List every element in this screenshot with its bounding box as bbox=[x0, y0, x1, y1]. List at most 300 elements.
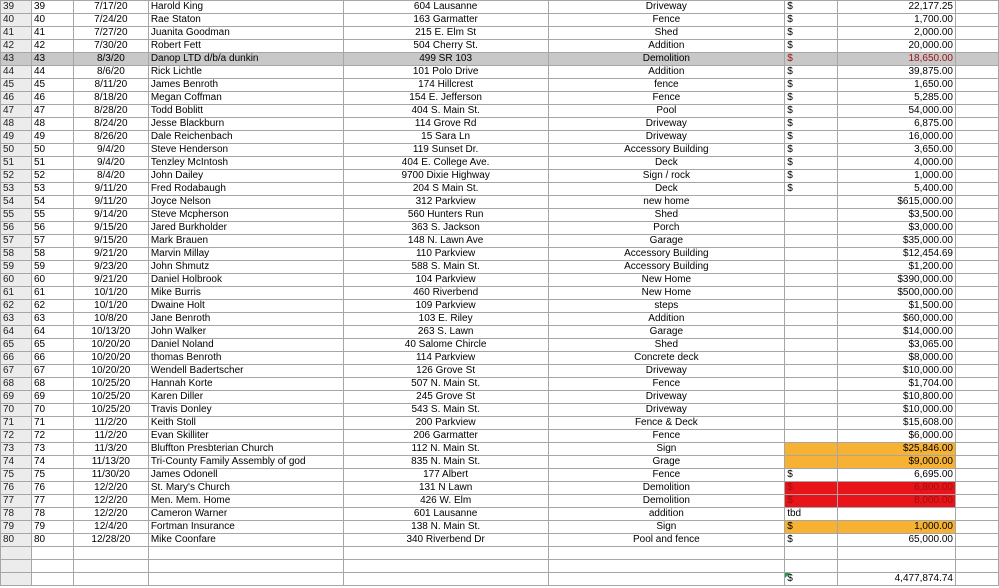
cell-project-type[interactable]: Fence bbox=[548, 430, 785, 443]
cell-date[interactable]: 10/1/20 bbox=[73, 287, 148, 300]
cell-project-type[interactable]: Pool and fence bbox=[548, 534, 785, 547]
empty-cell[interactable] bbox=[956, 521, 999, 534]
cell-address[interactable]: 112 N. Main St. bbox=[343, 443, 548, 456]
row-header[interactable]: 67 bbox=[1, 365, 32, 378]
empty-cell[interactable] bbox=[785, 547, 838, 560]
cell-name[interactable]: Travis Donley bbox=[148, 404, 343, 417]
cell-address[interactable]: 131 N Lawn bbox=[343, 482, 548, 495]
empty-row[interactable] bbox=[1, 547, 999, 560]
cell-id[interactable]: 76 bbox=[31, 482, 73, 495]
cell-currency[interactable]: $ bbox=[785, 482, 838, 495]
cell-project-type[interactable]: Accessory Building bbox=[548, 144, 785, 157]
cell-name[interactable]: Wendell Badertscher bbox=[148, 365, 343, 378]
empty-cell[interactable] bbox=[956, 157, 999, 170]
cell-name[interactable]: Marvin Millay bbox=[148, 248, 343, 261]
cell-currency[interactable]: $ bbox=[785, 66, 838, 79]
total-row[interactable] bbox=[1, 573, 999, 586]
cell-date[interactable]: 10/20/20 bbox=[73, 365, 148, 378]
cell-address[interactable]: 9700 Dixie Highway bbox=[343, 170, 548, 183]
cell-id[interactable]: 48 bbox=[31, 118, 73, 131]
cell-name[interactable]: Dwaine Holt bbox=[148, 300, 343, 313]
cell-name[interactable]: Tri-County Family Assembly of god bbox=[148, 456, 343, 469]
table-row[interactable] bbox=[1, 391, 999, 404]
cell-amount[interactable]: $35,000.00 bbox=[838, 235, 956, 248]
empty-cell[interactable] bbox=[31, 547, 73, 560]
table-row[interactable] bbox=[1, 326, 999, 339]
table-row[interactable] bbox=[1, 365, 999, 378]
cell-currency[interactable]: $ bbox=[785, 469, 838, 482]
cell-amount[interactable]: 1,000.00 bbox=[838, 170, 956, 183]
cell-address[interactable]: 206 Garmatter bbox=[343, 430, 548, 443]
cell-amount[interactable]: $1,200.00 bbox=[838, 261, 956, 274]
cell-currency[interactable] bbox=[785, 365, 838, 378]
cell-project-type[interactable]: Driveway bbox=[548, 131, 785, 144]
cell-id[interactable]: 58 bbox=[31, 248, 73, 261]
cell-date[interactable]: 11/30/20 bbox=[73, 469, 148, 482]
row-header[interactable]: 45 bbox=[1, 79, 32, 92]
cell-id[interactable]: 63 bbox=[31, 313, 73, 326]
cell-id[interactable]: 72 bbox=[31, 430, 73, 443]
cell-currency[interactable]: $ bbox=[785, 27, 838, 40]
cell-address[interactable]: 499 SR 103 bbox=[343, 53, 548, 66]
cell-name[interactable]: John Walker bbox=[148, 326, 343, 339]
empty-cell[interactable] bbox=[956, 417, 999, 430]
cell-address[interactable]: 104 Parkview bbox=[343, 274, 548, 287]
cell-id[interactable]: 73 bbox=[31, 443, 73, 456]
cell-amount[interactable]: $6,000.00 bbox=[838, 430, 956, 443]
cell-currency[interactable]: $ bbox=[785, 92, 838, 105]
empty-cell[interactable] bbox=[956, 222, 999, 235]
cell-name[interactable]: Jane Benroth bbox=[148, 313, 343, 326]
cell-project-type[interactable]: Accessory Building bbox=[548, 261, 785, 274]
cell-date[interactable]: 10/20/20 bbox=[73, 339, 148, 352]
cell-name[interactable]: James Benroth bbox=[148, 79, 343, 92]
cell-amount[interactable]: $1,500.00 bbox=[838, 300, 956, 313]
cell-address[interactable]: 460 Riverbend bbox=[343, 287, 548, 300]
row-header[interactable]: 79 bbox=[1, 521, 32, 534]
cell-currency[interactable]: $ bbox=[785, 118, 838, 131]
empty-cell[interactable] bbox=[956, 274, 999, 287]
row-header[interactable]: 57 bbox=[1, 235, 32, 248]
cell-address[interactable]: 588 S. Main St. bbox=[343, 261, 548, 274]
table-row[interactable] bbox=[1, 508, 999, 521]
cell-address[interactable]: 148 N. Lawn Ave bbox=[343, 235, 548, 248]
cell-date[interactable]: 8/4/20 bbox=[73, 170, 148, 183]
cell-currency[interactable] bbox=[785, 300, 838, 313]
cell-address[interactable]: 560 Hunters Run bbox=[343, 209, 548, 222]
cell-amount[interactable]: $615,000.00 bbox=[838, 196, 956, 209]
cell-date[interactable]: 7/17/20 bbox=[73, 1, 148, 14]
cell-id[interactable]: 64 bbox=[31, 326, 73, 339]
cell-id[interactable]: 60 bbox=[31, 274, 73, 287]
cell-project-type[interactable]: Demolition bbox=[548, 495, 785, 508]
cell-amount[interactable]: 65,000.00 bbox=[838, 534, 956, 547]
table-row[interactable] bbox=[1, 196, 999, 209]
cell-address[interactable]: 101 Polo Drive bbox=[343, 66, 548, 79]
cell-date[interactable]: 8/3/20 bbox=[73, 53, 148, 66]
empty-cell[interactable] bbox=[956, 170, 999, 183]
cell-amount[interactable] bbox=[838, 508, 956, 521]
cell-date[interactable]: 9/23/20 bbox=[73, 261, 148, 274]
cell-amount[interactable]: $9,000.00 bbox=[838, 456, 956, 469]
table-row[interactable] bbox=[1, 352, 999, 365]
cell-name[interactable]: Jesse Blackburn bbox=[148, 118, 343, 131]
cell-name[interactable]: Tenzley McIntosh bbox=[148, 157, 343, 170]
cell-amount[interactable]: $14,000.00 bbox=[838, 326, 956, 339]
cell-id[interactable]: 47 bbox=[31, 105, 73, 118]
cell-id[interactable]: 74 bbox=[31, 456, 73, 469]
cell-address[interactable]: 340 Riverbend Dr bbox=[343, 534, 548, 547]
table-row[interactable] bbox=[1, 235, 999, 248]
cell-currency[interactable]: $ bbox=[785, 40, 838, 53]
cell-project-type[interactable]: Driveway bbox=[548, 391, 785, 404]
cell-currency[interactable]: $ bbox=[785, 183, 838, 196]
cell-address[interactable]: 604 Lausanne bbox=[343, 1, 548, 14]
cell-name[interactable]: Robert Fett bbox=[148, 40, 343, 53]
cell-date[interactable]: 12/2/20 bbox=[73, 508, 148, 521]
table-row[interactable] bbox=[1, 79, 999, 92]
table-row[interactable] bbox=[1, 378, 999, 391]
row-header[interactable]: 50 bbox=[1, 144, 32, 157]
cell-date[interactable]: 9/11/20 bbox=[73, 196, 148, 209]
row-header[interactable]: 69 bbox=[1, 391, 32, 404]
cell-date[interactable]: 12/28/20 bbox=[73, 534, 148, 547]
cell-project-type[interactable]: Shed bbox=[548, 27, 785, 40]
cell-project-type[interactable]: Driveway bbox=[548, 118, 785, 131]
cell-name[interactable]: Joyce Nelson bbox=[148, 196, 343, 209]
table-row[interactable] bbox=[1, 170, 999, 183]
cell-address[interactable]: 114 Grove Rd bbox=[343, 118, 548, 131]
cell-address[interactable]: 110 Parkview bbox=[343, 248, 548, 261]
cell-id[interactable]: 57 bbox=[31, 235, 73, 248]
empty-cell[interactable] bbox=[956, 443, 999, 456]
cell-date[interactable]: 9/4/20 bbox=[73, 157, 148, 170]
table-row[interactable] bbox=[1, 222, 999, 235]
empty-cell[interactable] bbox=[956, 14, 999, 27]
cell-id[interactable]: 68 bbox=[31, 378, 73, 391]
empty-cell[interactable] bbox=[956, 287, 999, 300]
total-currency[interactable]: $ bbox=[785, 573, 838, 586]
cell-id[interactable]: 42 bbox=[31, 40, 73, 53]
row-header[interactable]: 78 bbox=[1, 508, 32, 521]
cell-project-type[interactable]: Driveway bbox=[548, 365, 785, 378]
cell-amount[interactable]: 18,650.00 bbox=[838, 53, 956, 66]
cell-id[interactable]: 79 bbox=[31, 521, 73, 534]
cell-amount[interactable]: 8,000.00 bbox=[838, 495, 956, 508]
empty-cell[interactable] bbox=[956, 378, 999, 391]
cell-currency[interactable] bbox=[785, 209, 838, 222]
cell-project-type[interactable]: Demolition bbox=[548, 482, 785, 495]
empty-cell[interactable] bbox=[956, 313, 999, 326]
cell-date[interactable]: 9/21/20 bbox=[73, 248, 148, 261]
cell-address[interactable]: 363 S. Jackson bbox=[343, 222, 548, 235]
cell-id[interactable]: 78 bbox=[31, 508, 73, 521]
row-header[interactable]: 39 bbox=[1, 1, 32, 14]
cell-date[interactable]: 10/20/20 bbox=[73, 352, 148, 365]
row-header[interactable]: 61 bbox=[1, 287, 32, 300]
cell-address[interactable]: 404 S. Main St. bbox=[343, 105, 548, 118]
cell-name[interactable]: Keith Stoll bbox=[148, 417, 343, 430]
cell-address[interactable]: 507 N. Main St. bbox=[343, 378, 548, 391]
row-header[interactable]: 71 bbox=[1, 417, 32, 430]
cell-project-type[interactable]: Demolition bbox=[548, 53, 785, 66]
cell-currency[interactable] bbox=[785, 391, 838, 404]
table-row[interactable] bbox=[1, 144, 999, 157]
cell-amount[interactable]: $60,000.00 bbox=[838, 313, 956, 326]
table-row[interactable] bbox=[1, 209, 999, 222]
cell-project-type[interactable]: Garage bbox=[548, 235, 785, 248]
cell-address[interactable]: 109 Parkview bbox=[343, 300, 548, 313]
cell-amount[interactable]: 5,285.00 bbox=[838, 92, 956, 105]
cell-amount[interactable]: $3,065.00 bbox=[838, 339, 956, 352]
cell-project-type[interactable]: Concrete deck bbox=[548, 352, 785, 365]
cell-project-type[interactable]: Shed bbox=[548, 339, 785, 352]
cell-amount[interactable]: 1,700.00 bbox=[838, 14, 956, 27]
row-header[interactable]: 66 bbox=[1, 352, 32, 365]
cell-address[interactable]: 200 Parkview bbox=[343, 417, 548, 430]
table-row[interactable] bbox=[1, 157, 999, 170]
empty-cell[interactable] bbox=[956, 430, 999, 443]
table-row[interactable] bbox=[1, 183, 999, 196]
cell-name[interactable]: Steve Henderson bbox=[148, 144, 343, 157]
cell-id[interactable]: 69 bbox=[31, 391, 73, 404]
row-header[interactable]: 53 bbox=[1, 183, 32, 196]
table-row[interactable] bbox=[1, 40, 999, 53]
cell-amount[interactable]: $25,846.00 bbox=[838, 443, 956, 456]
cell-project-type[interactable]: Grage bbox=[548, 456, 785, 469]
row-header[interactable]: 77 bbox=[1, 495, 32, 508]
cell-project-type[interactable]: Addition bbox=[548, 40, 785, 53]
empty-cell[interactable] bbox=[343, 560, 548, 573]
cell-amount[interactable]: $12,454.69 bbox=[838, 248, 956, 261]
empty-cell[interactable] bbox=[956, 144, 999, 157]
cell-currency[interactable]: $ bbox=[785, 53, 838, 66]
cell-amount[interactable]: $3,500.00 bbox=[838, 209, 956, 222]
empty-cell[interactable] bbox=[956, 66, 999, 79]
empty-cell[interactable] bbox=[31, 560, 73, 573]
cell-address[interactable]: 215 E. Elm St bbox=[343, 27, 548, 40]
cell-currency[interactable]: $ bbox=[785, 131, 838, 144]
cell-amount[interactable]: 20,000.00 bbox=[838, 40, 956, 53]
table-row[interactable] bbox=[1, 27, 999, 40]
cell-currency[interactable]: $ bbox=[785, 495, 838, 508]
cell-project-type[interactable]: Fence bbox=[548, 92, 785, 105]
cell-date[interactable]: 7/30/20 bbox=[73, 40, 148, 53]
cell-id[interactable]: 43 bbox=[31, 53, 73, 66]
cell-project-type[interactable]: Addition bbox=[548, 313, 785, 326]
row-header[interactable]: 63 bbox=[1, 313, 32, 326]
cell-currency[interactable] bbox=[785, 287, 838, 300]
cell-address[interactable]: 204 S Main St. bbox=[343, 183, 548, 196]
cell-date[interactable]: 9/4/20 bbox=[73, 144, 148, 157]
row-header[interactable]: 72 bbox=[1, 430, 32, 443]
cell-project-type[interactable]: Sign bbox=[548, 521, 785, 534]
cell-address[interactable]: 543 S. Main St. bbox=[343, 404, 548, 417]
empty-cell[interactable] bbox=[956, 261, 999, 274]
cell-address[interactable]: 154 E. Jefferson bbox=[343, 92, 548, 105]
cell-name[interactable]: Cameron Warner bbox=[148, 508, 343, 521]
cell-address[interactable]: 40 Salome Chircle bbox=[343, 339, 548, 352]
table-row[interactable] bbox=[1, 469, 999, 482]
table-row[interactable] bbox=[1, 53, 999, 66]
cell-project-type[interactable]: Driveway bbox=[548, 1, 785, 14]
row-header[interactable]: 74 bbox=[1, 456, 32, 469]
empty-cell[interactable] bbox=[956, 40, 999, 53]
cell-currency[interactable]: $ bbox=[785, 521, 838, 534]
table-row[interactable] bbox=[1, 131, 999, 144]
cell-date[interactable]: 9/21/20 bbox=[73, 274, 148, 287]
cell-date[interactable]: 10/25/20 bbox=[73, 404, 148, 417]
empty-cell[interactable] bbox=[343, 573, 548, 586]
cell-id[interactable]: 55 bbox=[31, 209, 73, 222]
empty-cell[interactable] bbox=[956, 391, 999, 404]
row-header[interactable]: 80 bbox=[1, 534, 32, 547]
table-row[interactable] bbox=[1, 248, 999, 261]
row-header[interactable]: 49 bbox=[1, 131, 32, 144]
cell-id[interactable]: 52 bbox=[31, 170, 73, 183]
row-header[interactable]: 76 bbox=[1, 482, 32, 495]
cell-currency[interactable]: $ bbox=[785, 14, 838, 27]
empty-cell[interactable] bbox=[956, 365, 999, 378]
row-header[interactable]: 68 bbox=[1, 378, 32, 391]
cell-currency[interactable] bbox=[785, 235, 838, 248]
cell-project-type[interactable]: Deck bbox=[548, 157, 785, 170]
empty-cell[interactable] bbox=[956, 300, 999, 313]
empty-cell[interactable] bbox=[838, 547, 956, 560]
cell-name[interactable]: John Dailey bbox=[148, 170, 343, 183]
table-row[interactable] bbox=[1, 313, 999, 326]
cell-name[interactable]: Megan Coffman bbox=[148, 92, 343, 105]
cell-address[interactable]: 119 Sunset Dr. bbox=[343, 144, 548, 157]
cell-name[interactable]: Jared Burkholder bbox=[148, 222, 343, 235]
empty-cell[interactable] bbox=[548, 573, 785, 586]
row-header[interactable]: 60 bbox=[1, 274, 32, 287]
cell-name[interactable]: James Odonell bbox=[148, 469, 343, 482]
cell-name[interactable]: Bluffton Presbterian Church bbox=[148, 443, 343, 456]
cell-amount[interactable]: 1,650.00 bbox=[838, 79, 956, 92]
empty-cell[interactable] bbox=[73, 547, 148, 560]
empty-cell[interactable] bbox=[956, 183, 999, 196]
cell-project-type[interactable]: Sign / rock bbox=[548, 170, 785, 183]
empty-cell[interactable] bbox=[956, 508, 999, 521]
table-row[interactable] bbox=[1, 261, 999, 274]
row-header[interactable]: 52 bbox=[1, 170, 32, 183]
empty-row[interactable] bbox=[1, 560, 999, 573]
cell-id[interactable]: 39 bbox=[31, 1, 73, 14]
row-header[interactable]: 41 bbox=[1, 27, 32, 40]
table-row[interactable] bbox=[1, 404, 999, 417]
table-row[interactable] bbox=[1, 274, 999, 287]
empty-cell[interactable] bbox=[956, 235, 999, 248]
cell-project-type[interactable]: steps bbox=[548, 300, 785, 313]
cell-currency[interactable]: $ bbox=[785, 105, 838, 118]
cell-address[interactable]: 601 Lausanne bbox=[343, 508, 548, 521]
cell-currency[interactable]: $ bbox=[785, 79, 838, 92]
row-header[interactable]: 43 bbox=[1, 53, 32, 66]
empty-cell[interactable] bbox=[956, 456, 999, 469]
empty-cell[interactable] bbox=[838, 560, 956, 573]
row-header[interactable]: 62 bbox=[1, 300, 32, 313]
cell-name[interactable]: Dale Reichenbach bbox=[148, 131, 343, 144]
row-header[interactable]: 42 bbox=[1, 40, 32, 53]
cell-date[interactable]: 8/28/20 bbox=[73, 105, 148, 118]
row-header[interactable]: 73 bbox=[1, 443, 32, 456]
cell-currency[interactable] bbox=[785, 430, 838, 443]
cell-date[interactable]: 8/24/20 bbox=[73, 118, 148, 131]
cell-id[interactable]: 70 bbox=[31, 404, 73, 417]
cell-project-type[interactable]: Sign bbox=[548, 443, 785, 456]
cell-address[interactable]: 263 S. Lawn bbox=[343, 326, 548, 339]
cell-date[interactable]: 12/2/20 bbox=[73, 495, 148, 508]
cell-id[interactable]: 71 bbox=[31, 417, 73, 430]
empty-cell[interactable] bbox=[956, 118, 999, 131]
row-header[interactable]: 70 bbox=[1, 404, 32, 417]
empty-cell[interactable] bbox=[548, 547, 785, 560]
row-header[interactable]: 58 bbox=[1, 248, 32, 261]
cell-id[interactable]: 40 bbox=[31, 14, 73, 27]
empty-cell[interactable] bbox=[148, 547, 343, 560]
cell-name[interactable]: Rick Lichtle bbox=[148, 66, 343, 79]
cell-amount[interactable]: 3,650.00 bbox=[838, 144, 956, 157]
cell-date[interactable]: 8/11/20 bbox=[73, 79, 148, 92]
empty-cell[interactable] bbox=[31, 573, 73, 586]
cell-currency[interactable] bbox=[785, 313, 838, 326]
row-header[interactable]: 75 bbox=[1, 469, 32, 482]
cell-id[interactable]: 65 bbox=[31, 339, 73, 352]
empty-cell[interactable] bbox=[343, 547, 548, 560]
table-row[interactable] bbox=[1, 105, 999, 118]
table-row[interactable] bbox=[1, 118, 999, 131]
cell-amount[interactable]: 6,875.00 bbox=[838, 118, 956, 131]
cell-currency[interactable]: $ bbox=[785, 534, 838, 547]
empty-cell[interactable] bbox=[956, 209, 999, 222]
table-row[interactable] bbox=[1, 534, 999, 547]
row-header[interactable]: 64 bbox=[1, 326, 32, 339]
cell-id[interactable]: 49 bbox=[31, 131, 73, 144]
cell-address[interactable]: 404 E. College Ave. bbox=[343, 157, 548, 170]
row-header[interactable]: 47 bbox=[1, 105, 32, 118]
cell-amount[interactable]: 6,800.00 bbox=[838, 482, 956, 495]
row-header[interactable]: 44 bbox=[1, 66, 32, 79]
empty-cell[interactable] bbox=[148, 560, 343, 573]
table-row[interactable] bbox=[1, 456, 999, 469]
empty-cell[interactable] bbox=[1, 547, 32, 560]
cell-date[interactable]: 9/11/20 bbox=[73, 183, 148, 196]
cell-currency[interactable]: $ bbox=[785, 170, 838, 183]
table-row[interactable] bbox=[1, 521, 999, 534]
cell-id[interactable]: 51 bbox=[31, 157, 73, 170]
row-header[interactable]: 65 bbox=[1, 339, 32, 352]
empty-cell[interactable] bbox=[956, 495, 999, 508]
empty-cell[interactable] bbox=[956, 404, 999, 417]
empty-cell[interactable] bbox=[148, 573, 343, 586]
cell-address[interactable]: 114 Parkview bbox=[343, 352, 548, 365]
cell-amount[interactable]: 1,000.00 bbox=[838, 521, 956, 534]
cell-address[interactable]: 426 W. Elm bbox=[343, 495, 548, 508]
cell-currency[interactable] bbox=[785, 443, 838, 456]
cell-project-type[interactable]: Deck bbox=[548, 183, 785, 196]
cell-id[interactable]: 53 bbox=[31, 183, 73, 196]
cell-project-type[interactable]: Shed bbox=[548, 209, 785, 222]
cell-date[interactable]: 9/14/20 bbox=[73, 209, 148, 222]
cell-date[interactable]: 7/24/20 bbox=[73, 14, 148, 27]
cell-address[interactable]: 245 Grove St bbox=[343, 391, 548, 404]
cell-date[interactable]: 10/13/20 bbox=[73, 326, 148, 339]
cell-date[interactable]: 10/1/20 bbox=[73, 300, 148, 313]
cell-id[interactable]: 45 bbox=[31, 79, 73, 92]
row-header[interactable]: 40 bbox=[1, 14, 32, 27]
cell-name[interactable]: Mike Burris bbox=[148, 287, 343, 300]
